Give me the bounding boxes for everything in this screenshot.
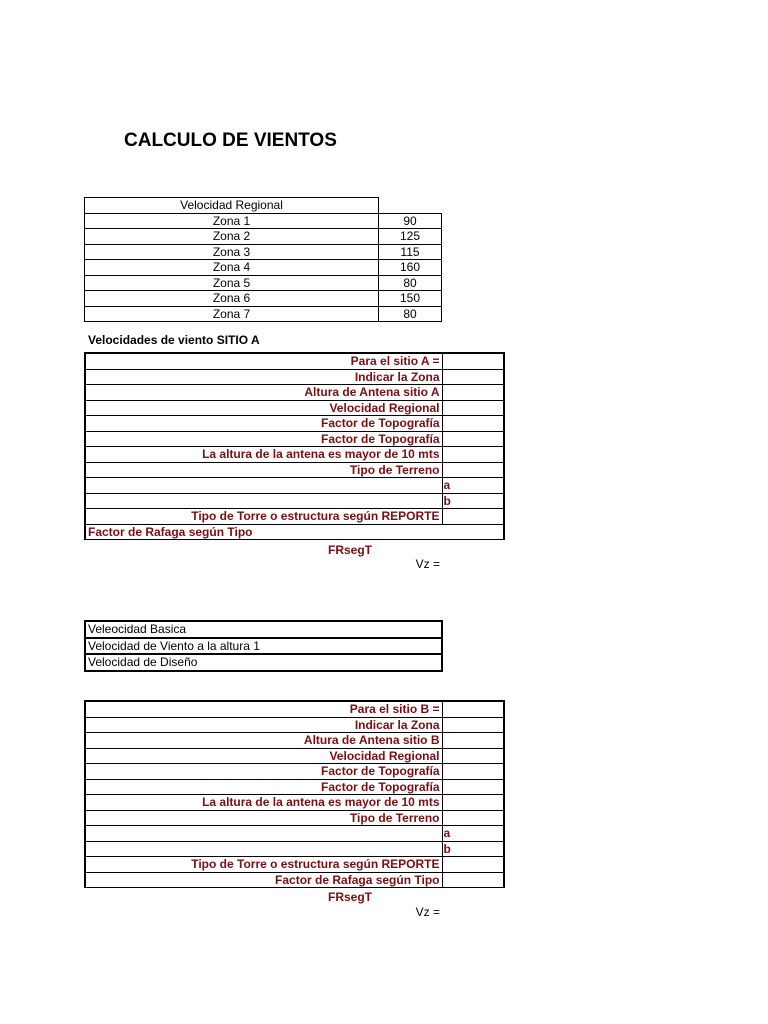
table-row xyxy=(85,229,442,245)
antenna-height-label: Altura de Antena sitio A xyxy=(85,385,442,401)
zone-value-input[interactable] xyxy=(442,369,504,385)
zona-cell: Zona 1 xyxy=(85,213,379,229)
table-row xyxy=(85,810,504,826)
table-row xyxy=(85,701,504,717)
site-a-heading: Velocidades de viento SITIO A xyxy=(88,333,260,347)
table-row xyxy=(85,717,504,733)
table-row xyxy=(85,369,504,385)
design-velocity-label: Velocidad de Diseño xyxy=(85,654,442,671)
topography-factor-input[interactable] xyxy=(442,416,504,432)
regional-velocity-label: Velocidad Regional xyxy=(85,748,442,764)
site-value-input[interactable] xyxy=(442,701,504,717)
vz-label-b: Vz = xyxy=(415,905,440,919)
regional-velocity-table xyxy=(84,197,442,322)
table-row xyxy=(85,275,442,291)
table-row xyxy=(85,524,504,540)
tower-type-input[interactable] xyxy=(442,509,504,525)
table-row xyxy=(85,779,504,795)
b-cell[interactable]: b xyxy=(442,493,504,509)
table-row xyxy=(85,621,442,638)
topography-factor-input[interactable] xyxy=(442,764,504,780)
table-row xyxy=(85,213,442,229)
zone-value-input[interactable] xyxy=(442,717,504,733)
a-cell[interactable]: a xyxy=(442,478,504,494)
table-row xyxy=(85,416,504,432)
table-row xyxy=(85,872,504,888)
table-row xyxy=(85,385,504,401)
regional-velocity-input[interactable] xyxy=(442,748,504,764)
height-over-10-input[interactable] xyxy=(442,795,504,811)
blank-label xyxy=(85,493,442,509)
gust-factor-label: Factor de Rafaga según Tipo xyxy=(85,872,442,888)
site-a-table xyxy=(84,352,505,540)
tower-type-label: Tipo de Torre o estructura según REPORTE xyxy=(85,509,442,525)
value-cell[interactable]: 125 xyxy=(379,229,442,245)
topography-factor-label: Factor de Topografía xyxy=(85,764,442,780)
table-row xyxy=(85,400,504,416)
tower-type-label: Tipo de Torre o estructura según REPORTE xyxy=(85,857,442,873)
zone-label: Indicar la Zona xyxy=(85,717,442,733)
gust-factor-input[interactable] xyxy=(442,872,504,888)
table-row xyxy=(85,478,504,494)
zone-label: Indicar la Zona xyxy=(85,369,442,385)
value-cell[interactable]: 80 xyxy=(379,275,442,291)
height-over-10-label: La altura de la antena es mayor de 10 mts xyxy=(85,447,442,463)
height-over-10-label: La altura de la antena es mayor de 10 mts xyxy=(85,795,442,811)
gust-factor-label: Factor de Rafaga según Tipo xyxy=(85,524,442,540)
table-row xyxy=(85,306,442,322)
zona-cell: Zona 4 xyxy=(85,260,379,276)
basic-velocity-label: Veleocidad Basica xyxy=(85,621,442,638)
table-row xyxy=(85,244,442,260)
height-over-10-input[interactable] xyxy=(442,447,504,463)
zona-cell: Zona 5 xyxy=(85,275,379,291)
table-row xyxy=(85,493,504,509)
table-row xyxy=(85,462,504,478)
antenna-height-input[interactable] xyxy=(442,385,504,401)
site-b-table xyxy=(84,700,505,888)
value-cell[interactable]: 90 xyxy=(379,213,442,229)
value-cell[interactable]: 80 xyxy=(379,306,442,322)
table-row xyxy=(85,431,504,447)
velocity-summary-table xyxy=(84,620,443,672)
frseg-label-a: FRsegT xyxy=(328,543,373,557)
table-row xyxy=(85,353,504,369)
table-row xyxy=(85,447,504,463)
table-row xyxy=(85,638,442,655)
table-row xyxy=(85,764,504,780)
site-label: Para el sitio A = xyxy=(85,353,442,369)
table-row xyxy=(85,826,504,842)
topography-factor-label: Factor de Topografía xyxy=(85,779,442,795)
antenna-height-label: Altura de Antena sitio B xyxy=(85,733,442,749)
table-row xyxy=(85,654,442,671)
site-value-input[interactable] xyxy=(442,353,504,369)
topography-factor-input[interactable] xyxy=(442,431,504,447)
table-row xyxy=(85,857,504,873)
wind-velocity-height-label: Velocidad de Viento a la altura 1 xyxy=(85,638,442,655)
table-row xyxy=(85,841,504,857)
site-label: Para el sitio B = xyxy=(85,701,442,717)
blank-label xyxy=(85,478,442,494)
topography-factor-input[interactable] xyxy=(442,779,504,795)
b-cell[interactable]: b xyxy=(442,841,504,857)
table-row xyxy=(85,260,442,276)
frseg-label-b: FRsegT xyxy=(328,890,373,904)
table-row xyxy=(85,733,504,749)
table-row xyxy=(85,748,504,764)
regional-velocity-label: Velocidad Regional xyxy=(85,400,442,416)
header-blank-cell xyxy=(379,198,442,214)
terrain-type-input[interactable] xyxy=(442,462,504,478)
a-cell[interactable]: a xyxy=(442,826,504,842)
antenna-height-input[interactable] xyxy=(442,733,504,749)
zona-cell: Zona 3 xyxy=(85,244,379,260)
tower-type-input[interactable] xyxy=(442,857,504,873)
value-cell[interactable]: 150 xyxy=(379,291,442,307)
regional-velocity-input[interactable] xyxy=(442,400,504,416)
topography-factor-label: Factor de Topografía xyxy=(85,416,442,432)
terrain-type-label: Tipo de Terreno xyxy=(85,810,442,826)
zona-cell: Zona 7 xyxy=(85,306,379,322)
terrain-type-label: Tipo de Terreno xyxy=(85,462,442,478)
value-cell[interactable]: 160 xyxy=(379,260,442,276)
table-row xyxy=(85,291,442,307)
zona-cell: Zona 2 xyxy=(85,229,379,245)
zona-cell: Zona 6 xyxy=(85,291,379,307)
table-row xyxy=(85,509,504,525)
page-title: CALCULO DE VIENTOS xyxy=(124,130,337,151)
value-cell[interactable]: 115 xyxy=(379,244,442,260)
table-header: Velocidad Regional xyxy=(85,198,379,214)
blank-label xyxy=(85,841,442,857)
terrain-type-input[interactable] xyxy=(442,810,504,826)
vz-label-a: Vz = xyxy=(415,557,440,571)
table-row xyxy=(85,795,504,811)
topography-factor-label: Factor de Topografía xyxy=(85,431,442,447)
blank-label xyxy=(85,826,442,842)
gust-factor-input[interactable] xyxy=(442,524,504,540)
